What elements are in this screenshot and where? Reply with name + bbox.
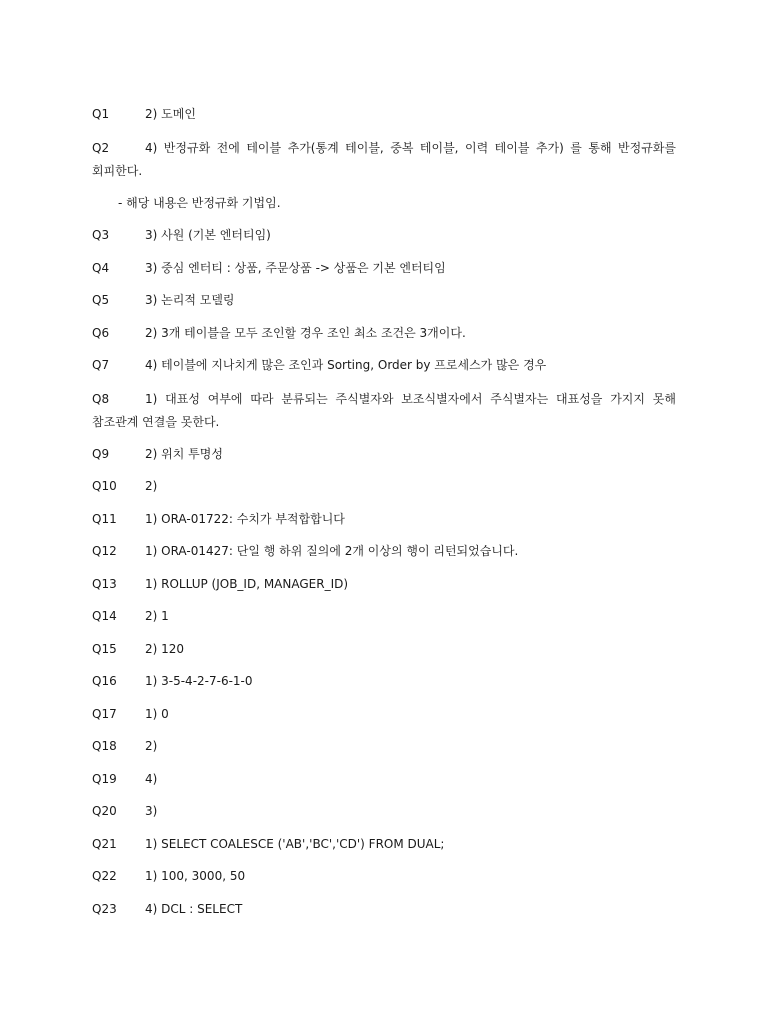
question-number: Q9 [92, 446, 110, 461]
question-number: Q22 [92, 869, 117, 883]
question-number: Q20 [92, 804, 117, 818]
answer-row-q23 [92, 899, 676, 919]
answer-text: 2) 위치 투명성 [145, 446, 223, 461]
answer-row-q3 [92, 225, 676, 245]
answer-text: 4) [145, 771, 158, 786]
answer-row-q20 [92, 801, 676, 821]
answer-text: 2) 도메인 [145, 107, 196, 121]
answer-row-q7 [92, 355, 676, 375]
answer-text: 3) [145, 804, 158, 818]
answer-text: 1) ORA-01722: 수치가 부적합합니다 [145, 511, 345, 526]
question-number: Q17 [92, 706, 117, 721]
question-number: Q1 [92, 107, 110, 121]
question-number: Q21 [92, 836, 117, 851]
question-number: Q12 [92, 544, 117, 558]
answer-text: 2) 3개 테이블을 모두 조인할 경우 조인 최소 조건은 3개이다. [145, 325, 466, 340]
answer-text: 1) 대표성 여부에 따라 분류되는 주식별자와 보조식별자에서 주식별자는 대표성을 가지지 못해 참조관계 연결을 못한다. [92, 391, 676, 429]
answer-text: 4) 테이블에 지나치게 많은 조인과 Sorting, Order by 프로세스가 많은 경우 [145, 358, 547, 372]
answer-text: 3) 사원 (기본 엔터티임) [145, 228, 271, 242]
answer-text: 3) 논리적 모델링 [145, 293, 235, 307]
question-number: Q14 [92, 609, 117, 623]
answer-row-q22 [92, 866, 676, 886]
answer-row-q6 [92, 323, 676, 343]
answer-row-q15 [92, 639, 676, 659]
question-number: Q11 [92, 511, 117, 526]
answer-text: 1) SELECT COALESCE ('AB','BC','CD') FROM DUAL; [145, 836, 445, 851]
question-number: Q6 [92, 325, 110, 340]
answer-text: 4) 반정규화 전에 테이블 추가(통계 테이블, 중복 테이블, 이력 테이블 추가) 를 통해 반정규화를 회피한다. [92, 140, 676, 178]
answer-text: 1) ROLLUP (JOB_ID, MANAGER_ID) [145, 576, 349, 591]
answer-text: 1) 100, 3000, 50 [145, 869, 246, 883]
question-number: Q5 [92, 293, 110, 307]
answer-row-q19 [92, 769, 676, 789]
answer-text: 1) 0 [145, 706, 169, 721]
answer-row-q4 [92, 258, 676, 278]
question-number: Q16 [92, 674, 117, 688]
answer-row-q18 [92, 736, 676, 756]
answer-row-q11 [92, 509, 676, 529]
answer-row-q5 [92, 290, 676, 310]
answer-text: 2) [145, 739, 158, 753]
question-number: Q18 [92, 739, 117, 753]
answer-text: 1) ORA-01427: 단일 행 하위 질의에 2개 이상의 행이 리턴되었습니다. [145, 544, 519, 558]
answer-text: 2) 1 [145, 609, 169, 623]
question-number: Q10 [92, 479, 117, 493]
answer-row-q2 [92, 137, 676, 183]
answer-row-q1 [92, 104, 676, 124]
answer-row-q10 [92, 476, 676, 496]
answer-row-q8 [92, 388, 676, 434]
answer-row-q21 [92, 834, 676, 854]
question-number: Q7 [92, 358, 110, 372]
answer-row-q9 [92, 444, 676, 464]
answer-text: 3) 중심 엔터티 : 상품, 주문상품 -> 상품은 기본 엔터티임 [145, 260, 446, 275]
answer-text: 2) 120 [145, 641, 185, 656]
answer-row-q12 [92, 541, 676, 561]
answer-note: - 해당 내용은 반정규화 기법임. [118, 195, 281, 210]
question-number: Q15 [92, 641, 117, 656]
question-number: Q23 [92, 901, 117, 916]
question-number: Q13 [92, 576, 117, 591]
answer-text: 1) 3-5-4-2-7-6-1-0 [145, 674, 253, 688]
answer-row-q16 [92, 671, 676, 691]
answer-row-q13 [92, 574, 676, 594]
answer-list [92, 104, 676, 931]
question-number: Q8 [92, 391, 110, 406]
question-number: Q4 [92, 260, 110, 275]
question-number: Q2 [92, 140, 110, 155]
question-number: Q3 [92, 228, 110, 242]
answer-text: 2) [145, 479, 158, 493]
answer-row-q14 [92, 606, 676, 626]
question-number: Q19 [92, 771, 117, 786]
answer-row-q17 [92, 704, 676, 724]
answer-text: 4) DCL : SELECT [145, 901, 243, 916]
